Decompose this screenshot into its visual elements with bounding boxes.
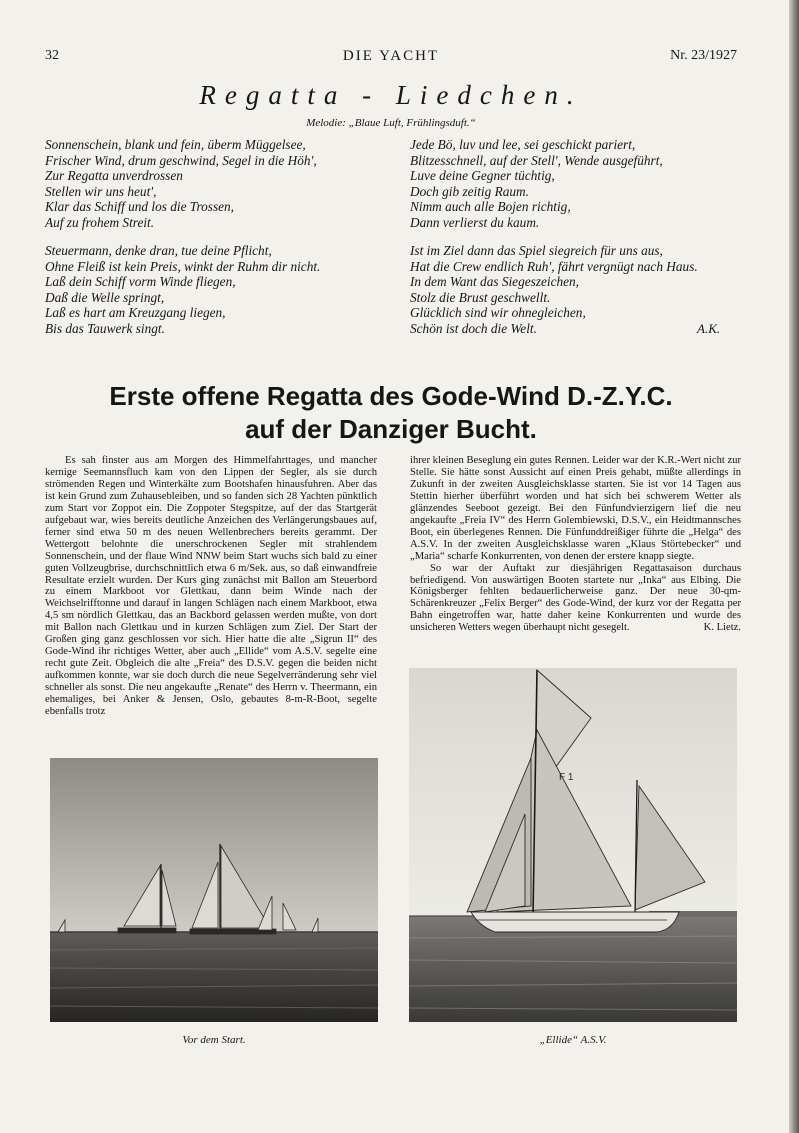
verse-line: Steuermann, denke dran, tue deine Pflicht, <box>45 243 272 258</box>
verse-line: Luve deine Gegner tüchtig, <box>410 168 555 184</box>
verse-line: Doch gib zeitig Raum. <box>410 183 529 199</box>
verse-line: Stellen wir uns heut', <box>45 183 157 199</box>
verse-line: Nimm auch alle Bojen richtig, <box>410 199 571 215</box>
verse-line: Hat die Crew endlich Ruh', fährt vergnügt nach Haus. <box>410 258 698 274</box>
page-number: 32 <box>45 48 59 63</box>
verse-line: Glücklich sind wir ohnegleichen, <box>410 305 586 321</box>
poem-title: Regatta - Liedchen. <box>199 80 583 110</box>
stanza-4 <box>410 243 698 337</box>
magazine-name: DIE YACHT <box>342 48 440 64</box>
issue-number: Nr. 23/1927 <box>670 48 737 63</box>
verse-line: Dann verlierst du kaum. <box>410 214 540 230</box>
verse-line: Schön ist doch die Welt. <box>410 320 537 336</box>
verse-line: Jede Bö, luv und lee, sei geschickt pariert, <box>410 137 636 152</box>
article-column-right <box>410 455 741 634</box>
verse-line: In dem Want das Siegeszeichen, <box>410 274 580 290</box>
photo-ellide-image <box>409 668 737 1022</box>
article-title <box>45 380 737 446</box>
article-paragraph: ihrer kleinen Beseglung ein gutes Rennen. Leider war der K.R.-Wert nicht zur Stelle. Sie hätte sonst Aussicht auf einen Preis gehabt, müßte allerdings in Zukunft in der zweiten Ausgleichsklasse starten. Sie ist vor 14 Tagen aus Stettin hierher überführt worden und hat sich bei schwerem Wetter als glänzendes Seeboot gezeigt. Bei den Fünfundvierzigern lief die neu angekaufte „Freia IV“ des Herrn Golembiewski, D.S.V., ein Heidtmannsches Boot, ein überlegenes Rennen. Die Fünfunddreißiger führte die „Helga“ des A.S.V. In der zweiten Ausgleichsklasse waren „Klaus Störtebecker“ und „Maria“ scharfe Konkurrenten, von denen der erstere knapp siegte. <box>410 455 741 562</box>
running-header <box>45 48 737 68</box>
poem-author: A.K. <box>697 321 721 336</box>
poem-melody: Melodie: „Blaue Luft, Frühlingsduft.“ <box>306 117 476 129</box>
article-paragraph: So war der Auftakt zur diesjährigen Regattasaison durchaus befriedigend. Von auswärtigen Booten startete nur „Inka“ aus Elbing. Die Königsberger fehlten bedauerlicherweise ganz. Der neue 30-qm-Schärenkreuzer „Felix Berger“ des Gode-Wind, der kurz vor der Regatta per Bahn eingetroffen war, hatte daher keine Konkurrenten und wurde des unsicheren Wetters wegen überhaupt nicht gesegelt. <box>410 562 741 634</box>
photo-ellide <box>409 668 737 1022</box>
verse-line: Auf zu frohem Streit. <box>45 214 155 230</box>
photo-before-start-image <box>50 758 378 1022</box>
verse-line: Stolz die Brust geschwellt. <box>410 289 551 305</box>
article-author: K. Lietz. <box>703 622 741 634</box>
photo-before-start-caption: Vor dem Start. <box>182 1034 246 1046</box>
article-title-line-1: Erste offene Regatta des Gode-Wind D.-Z.Y.C. <box>109 381 673 411</box>
verse-line: Frischer Wind, drum geschwind, Segel in die Höh', <box>45 152 317 168</box>
article-column-left <box>45 455 377 718</box>
binding-shadow <box>789 0 799 1133</box>
article-title-line-2: auf der Danziger Bucht. <box>245 414 537 444</box>
verse-line: Ist im Ziel dann das Spiel siegreich für uns aus, <box>410 243 663 258</box>
verse-line: Blitzesschnell, auf der Stell', Wende ausgeführt, <box>410 152 663 168</box>
verse-line: Ohne Fleiß ist kein Preis, winkt der Ruhm dir nicht. <box>45 258 321 274</box>
sail-number: F 1 <box>559 772 574 783</box>
verse-line: Bis das Tauwerk singt. <box>45 320 165 336</box>
verse-line: Laß es hart am Kreuzgang liegen, <box>45 305 226 321</box>
verse-line: Laß dein Schiff vorm Winde fliegen, <box>45 274 236 290</box>
verse-line: Sonnenschein, blank und fein, überm Müggelsee, <box>45 137 306 152</box>
verse-line: Klar das Schiff und los die Trossen, <box>45 199 235 215</box>
photo-before-start <box>50 758 378 1022</box>
photo-ellide-caption: „Ellide“ A.S.V. <box>539 1034 607 1046</box>
stanza-2 <box>45 243 320 337</box>
stanza-3 <box>410 137 663 231</box>
article-paragraph: Es sah finster aus am Morgen des Himmelfahrttages, und mancher kernige Seemannsfluch kam von den Lippen der Segler, als sie durch strömenden Regen und Winterkälte zum Bootshafen hinausfuhren. Aber das ist kein Grund zum Zuhausebleiben, und so fanden sich 28 Yachten pünktlich zum Start vor Zoppot ein. Die Zoppoter Stegspitze, auf der das Startgerät aufgebaut war, wies bereits deutliche Anzeichen des Verlängerungsbaues auf, ferner sind etwa 50 m des neuen Wellenbrechers bereits gerammt. Der Wettergott belohnte die unerschrockenen Segler mit strahlendem Sonnenschein, und der flaue Wind NNW beim Start wuchs sich bald zu einer guten Vollzeugbrise, durchschnittlich etwa 6 m/Sek. aus, so daß einwandfreie Resultate erzielt wurden. Der Kurs ging zunächst mit Ballon am Steuerbord zu einem Markboot vor Glettkau, dann beim Winde nach der Weichselrifftonne und darauf in langen Schlägen nach einem Markboot, etwa 4,5 sm nördlich Glettkau, das an Backbord gelassen werden mußte, von dort mit Ballon nach Glettkau und in kurzen Schlägen zum Ziel. Der Start der Großen ging ganz geschlossen vor sich. Hier hatte die alte „Sigrun II“ des Gode-Wind ihr richtiges Wetter, aber auch „Ellide“ vom A.S.V. segelte eine recht gute Zeit. Obgleich die alte „Freia“ des D.S.V. gegen die beiden nicht aufkommen konnte, war sie doch durch die neue Segelverränderung sehr viel schneller als sonst. Die neu angekaufte „Renate“ des Herrn v. Theermann, ein ehemaliges, bei Anker & Jensen, Oslo, gebautes 8-m-R-Boot, segelte ebenfalls trotz <box>45 455 377 718</box>
stanza-1 <box>45 137 317 231</box>
verse-line: Zur Regatta unverdrossen <box>45 168 183 184</box>
verse-line: Daß die Welle springt, <box>45 289 165 305</box>
